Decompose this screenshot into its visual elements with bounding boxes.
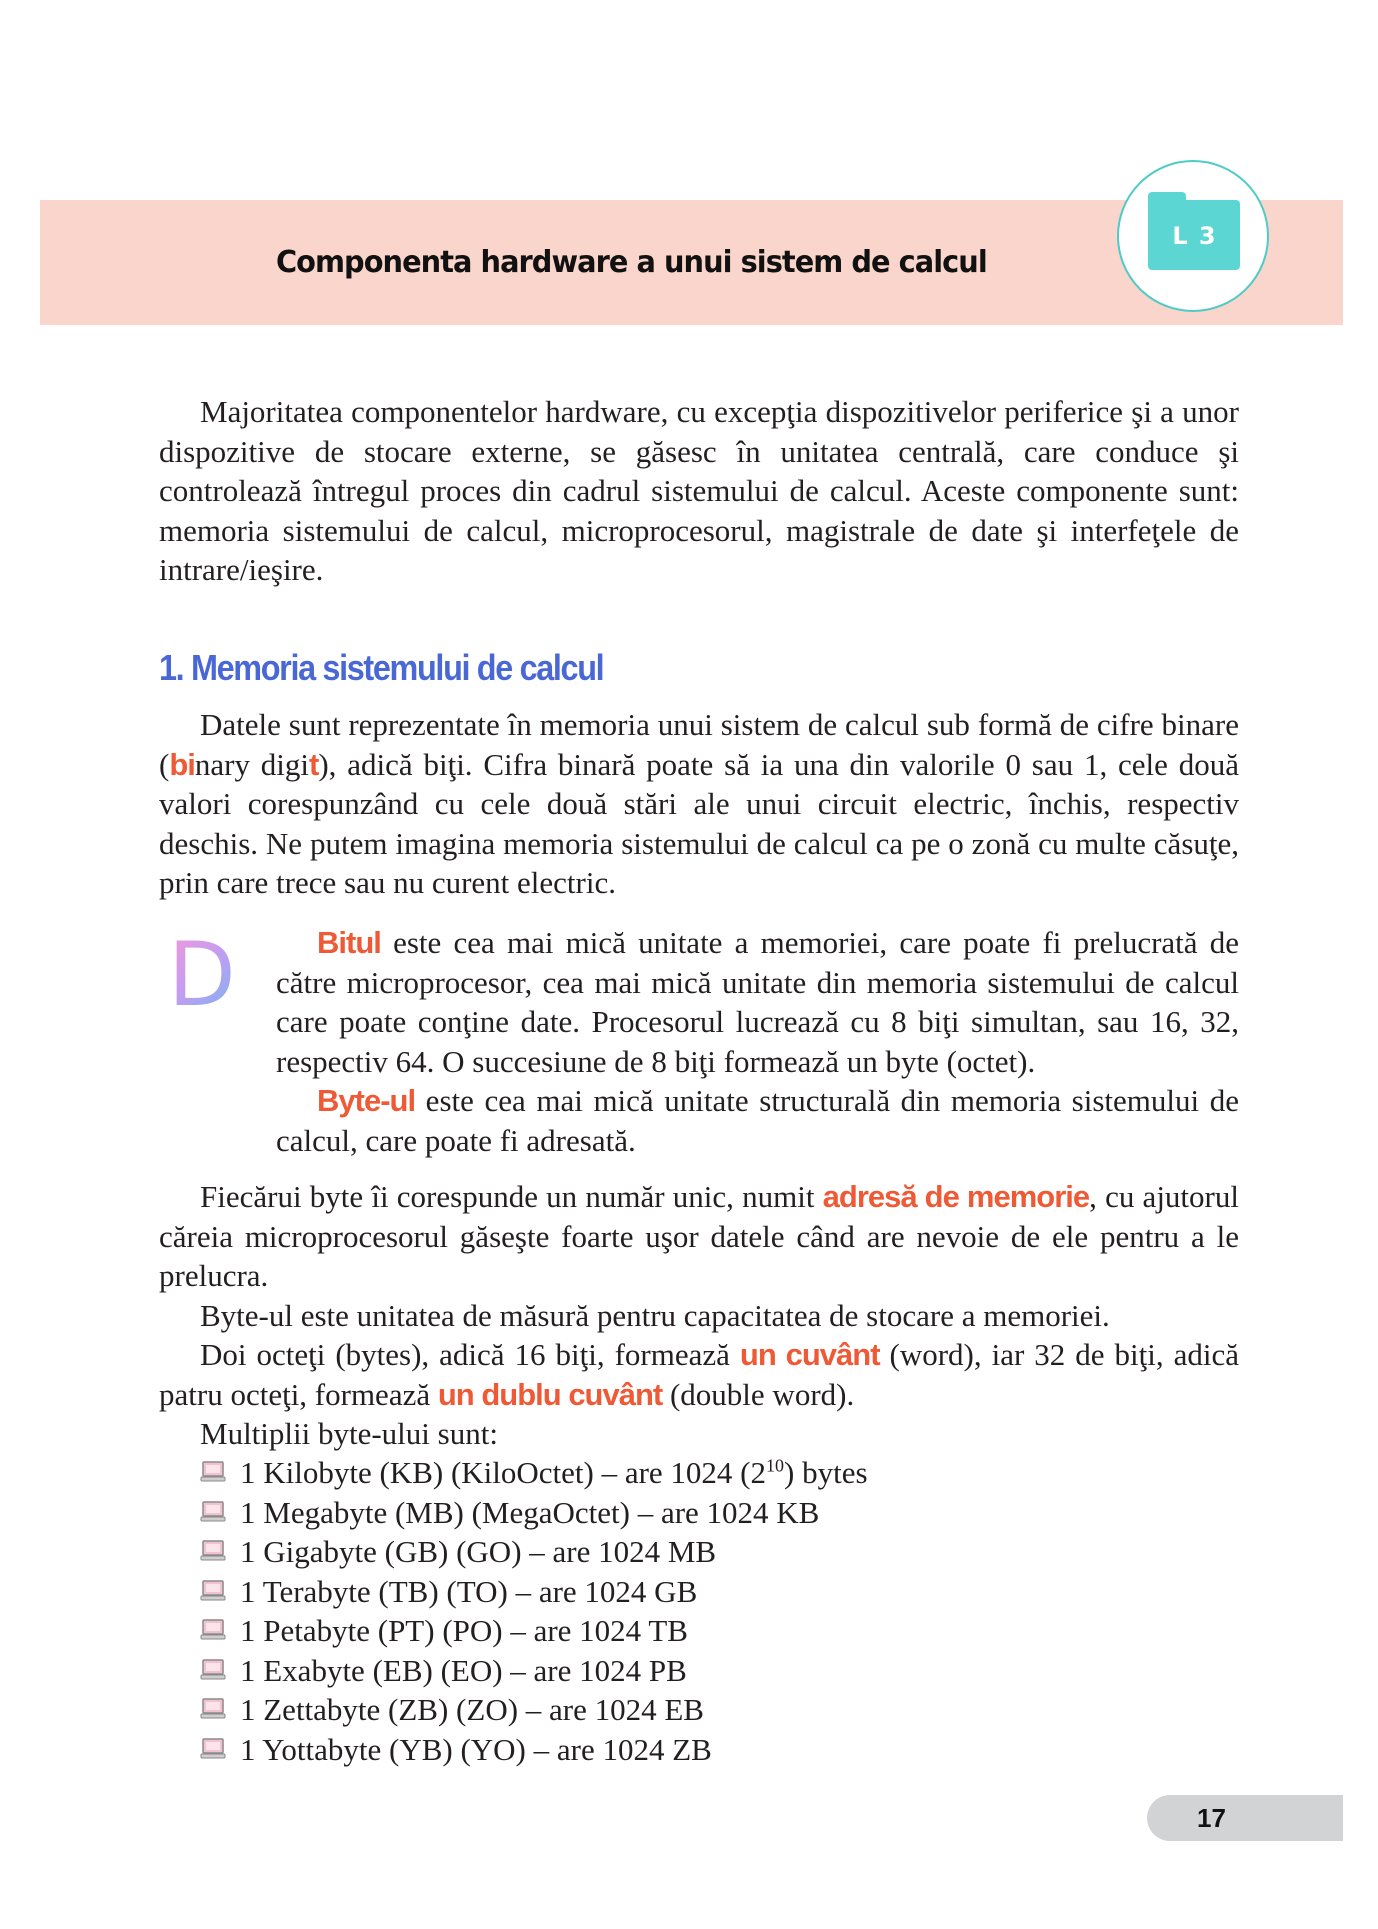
term-un-dublu-cuvant: un dublu cuvânt (437, 1376, 663, 1412)
page-number: 17 (1197, 1803, 1226, 1833)
highlight-bi: bi (169, 746, 195, 782)
highlight-t: t (309, 746, 319, 782)
list-item: 1 Petabyte (PT) (PO) – are 1024 TB (200, 1611, 868, 1651)
definition-block: Bitul este cea mai mică unitate a memoriei, care poate fi prelucrată de către microprocesor, cea mai mică unitate din memoria sistemului de calcul care poate conţine date. Procesorul lucrează cu 8 biţi simultan, sau 16, 32, respectiv 64. O succesiune de 8 biţi formează un byte (octet). Byte-ul este cea mai mică unitate structurală din memoria sistemului de calcul, care poate fi adresată. (276, 925, 1239, 1158)
lesson-badge (1117, 160, 1269, 312)
lesson-title: Componenta hardware a unui sistem de calcul (276, 245, 987, 280)
term-byte-ul: Byte-ul (317, 1083, 416, 1118)
list-item: 1 Gigabyte (GB) (GO) – are 1024 MB (200, 1532, 868, 1572)
list-item: 1 Exabyte (EB) (EO) – are 1024 PB (200, 1651, 868, 1691)
computer-icon (200, 1461, 226, 1483)
term-un-cuvant: un cuvânt (739, 1337, 880, 1372)
list-item: 1 Terabyte (TB) (TO) – are 1024 GB (200, 1572, 868, 1612)
lesson-number: L 3 (1172, 222, 1216, 250)
computer-icon (200, 1659, 226, 1681)
byte-multiples-list (200, 1453, 868, 1769)
list-item: 1 Kilobyte (KB) (KiloOctet) – are 1024 $(2^{10})$ bytes (200, 1453, 868, 1493)
intro-paragraph: Majoritatea componentelor hardware, cu excepţia dispozitivelor periferice şi a unor dispozitive de stocare externe, se găsesc în unitatea centrală, care conduce şi controlează întregul proces din cadrul sistemului de calcul. Aceste componente sunt: memoria sistemului de calcul, microprocesorul, magistrale de date şi interfeţele de intrare/ieşire. (159, 394, 1239, 587)
computer-icon (200, 1738, 226, 1760)
computer-icon (200, 1501, 226, 1523)
definition-marker: D (168, 923, 236, 1026)
list-item: 1 Zettabyte (ZB) (ZO) – are 1024 EB (200, 1690, 868, 1730)
computer-icon (200, 1540, 226, 1562)
term-bitul: Bitul (317, 925, 381, 960)
computer-icon (200, 1619, 226, 1641)
list-item: 1 Yottabyte (YB) (YO) – are 1024 ZB (200, 1730, 868, 1770)
computer-icon (200, 1580, 226, 1602)
section-heading: 1. Memoria sistemului de calcul (159, 647, 604, 688)
computer-icon (200, 1698, 226, 1720)
folder-icon (1148, 200, 1240, 270)
term-adresa-de-memorie: adresă de memorie (822, 1179, 1090, 1214)
binary-paragraph: Datele sunt reprezentate în memoria unui sistem de calcul sub formă de cifre binare (binary digit), adică biţi. Cifra binară poate să ia una din valorile 0 sau 1, cele două valori corespunzând cu cele două stări ale unui circuit electric, închis, respectiv deschis. Ne putem imagina memoria sistemului de calcul ca pe o zonă cu multe căsuţe, prin care trece sau nu curent electric. (159, 707, 1239, 900)
page-number-tab (1147, 1795, 1343, 1841)
list-item: 1 Megabyte (MB) (MegaOctet) – are 1024 KB (200, 1493, 868, 1533)
body-paragraphs: Fiecărui byte îi corespunde un număr unic, numit adresă de memorie, cu ajutorul căreia microprocesorul găseşte foarte uşor datele când are nevoie de ele pentru a le prelucra. Byte-ul este unitatea de măsură pentru capacitatea de stocare a memoriei. Doi octeţi (bytes), adică 16 biţi, formează un cuvânt (word), iar 32 de biţi, adică patru octeţi, formează un dublu cuvânt (double word). Multiplii byte-ului sunt: (159, 1179, 1239, 1451)
